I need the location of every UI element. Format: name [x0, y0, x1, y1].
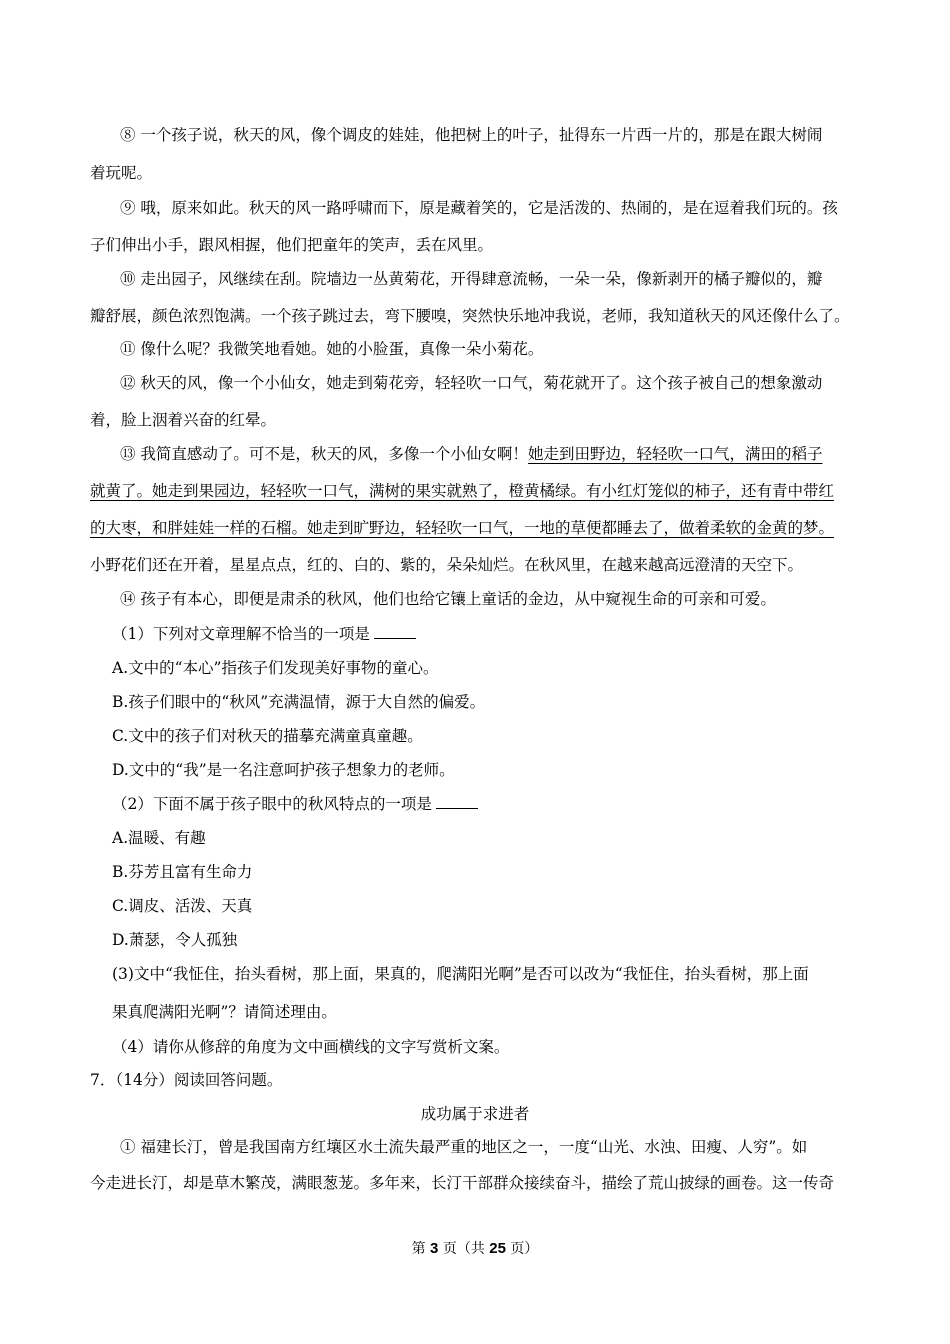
- paragraph-11: ⑪ 像什么呢？我微笑地看她。她的小脸蛋，真像一朵小菊花。: [120, 340, 544, 358]
- question-4: （4）请你从修辞的角度为文中画横线的文字写赏析文案。: [112, 1038, 510, 1056]
- paragraph-12-line-1: ⑫ 秋天的风，像一个小仙女，她走到菊花旁，轻轻吹一口气，菊花就开了。这个孩子被自己的想象激动: [120, 374, 823, 392]
- paragraph-8-line-1: ⑧ 一个孩子说，秋天的风，像个调皮的娃娃，他把树上的叶子，扯得东一片西一片的，那是在跟大树闹: [120, 126, 823, 144]
- underlined-text: 她走到田野边，轻轻吹一口气，满田的稻子: [527, 445, 823, 463]
- paragraph-9-line-2: 子们伸出小手，跟风相握，他们把童年的笑声，丢在风里。: [90, 236, 494, 254]
- paragraph-13-line-4: 小野花们还在开着，星星点点，红的、白的、紫的，朵朵灿烂。在秋风里，在越来越高远澄清的天空下。: [90, 556, 804, 574]
- paragraph-9-line-1: ⑨ 哦，原来如此。秋天的风一路呼啸而下，原是藏着笑的，它是活泼的、热闹的，是在逗着我们玩的。孩: [120, 199, 838, 217]
- current-page-number: 3: [430, 1240, 439, 1257]
- question-2-option-a: A.温暖、有趣: [112, 829, 206, 847]
- paragraph-12-line-2: 着，脸上洇着兴奋的红晕。: [90, 411, 277, 429]
- paragraph-13-line-1: [120, 437, 890, 471]
- question-1-option-d: D.文中的“我”是一名注意呵护孩子想象力的老师。: [112, 761, 455, 779]
- section-7-paragraph-1-line-2: 今走进长汀，却是草木繁茂，满眼葱茏。多年来，长汀干部群众接续奋斗，描绘了荒山披绿的画卷。这一传奇: [90, 1174, 835, 1192]
- question-3-line-2: 果真爬满阳光啊”？请简述理由。: [112, 1003, 337, 1021]
- paragraph-13-line-3: 的大枣，和胖娃娃一样的石榴。她走到旷野边，轻轻吹一口气，一地的草便都睡去了，做着柔软的金黄的梦。: [90, 519, 835, 537]
- paragraph-14: ⑭ 孩子有本心，即便是肃杀的秋风，他们也给它镶上童话的金边，从中窥视生命的可亲和可爱。: [120, 590, 776, 608]
- footer-prefix: 第: [411, 1241, 431, 1257]
- question-1-option-b: B.孩子们眼中的“秋风”充满温情，源于大自然的偏爱。: [112, 693, 486, 711]
- article-title: 成功属于求进者: [420, 1105, 530, 1123]
- paragraph-10-line-1: ⑩ 走出园子，风继续在刮。院墙边一丛黄菊花，开得肆意流畅，一朵一朵，像新剥开的橘子瓣似的，瓣: [120, 270, 823, 288]
- paragraph-13-line-2: 就黄了。她走到果园边，轻轻吹一口气，满树的果实就熟了，橙黄橘绿。有小红灯笼似的柿子，还有青中带红: [90, 482, 835, 500]
- question-2-text: （2）下面不属于孩子眼中的秋风特点的一项是: [112, 795, 432, 813]
- section-7-heading: 7．（14分）阅读回答问题。: [90, 1071, 283, 1089]
- footer-middle: 页（共: [438, 1241, 490, 1257]
- question-2: [112, 787, 882, 821]
- question-1-option-a: A.文中的“本心”指孩子们发现美好事物的童心。: [112, 659, 439, 677]
- section-7-paragraph-1-line-1: ① 福建长汀，曾是我国南方红壤区水土流失最严重的地区之一，一度“山光、水浊、田瘦、人穷”。如: [120, 1138, 808, 1156]
- question-1: [112, 617, 882, 651]
- paragraph-13-plain-text: ⑬ 我简直感动了。可不是，秋天的风，多像一个小仙女啊！: [120, 445, 528, 463]
- paragraph-10-line-2: 瓣舒展，颜色浓烈饱满。一个孩子跳过去，弯下腰嗅，突然快乐地冲我说，老师，我知道秋天的风还像什么了。: [90, 307, 850, 325]
- question-1-option-c: C.文中的孩子们对秋天的描摹充满童真童趣。: [112, 727, 423, 745]
- paragraph-8-line-2: 着玩呢。: [90, 164, 153, 182]
- page-footer: [0, 1238, 950, 1258]
- answer-blank: [436, 794, 478, 809]
- footer-suffix: 页）: [505, 1241, 539, 1257]
- total-pages: 25: [489, 1240, 506, 1257]
- question-1-text: （1）下列对文章理解不恰当的一项是: [112, 625, 370, 643]
- answer-blank: [374, 624, 416, 639]
- question-2-option-d: D.萧瑟，令人孤独: [112, 931, 238, 949]
- question-2-option-c: C.调皮、活泼、天真: [112, 897, 253, 915]
- question-3-line-1: (3)文中“我怔住，抬头看树，那上面，果真的，爬满阳光啊”是否可以改为“我怔住，抬头看树，那上面: [112, 965, 809, 983]
- question-2-option-b: B.芬芳且富有生命力: [112, 863, 253, 881]
